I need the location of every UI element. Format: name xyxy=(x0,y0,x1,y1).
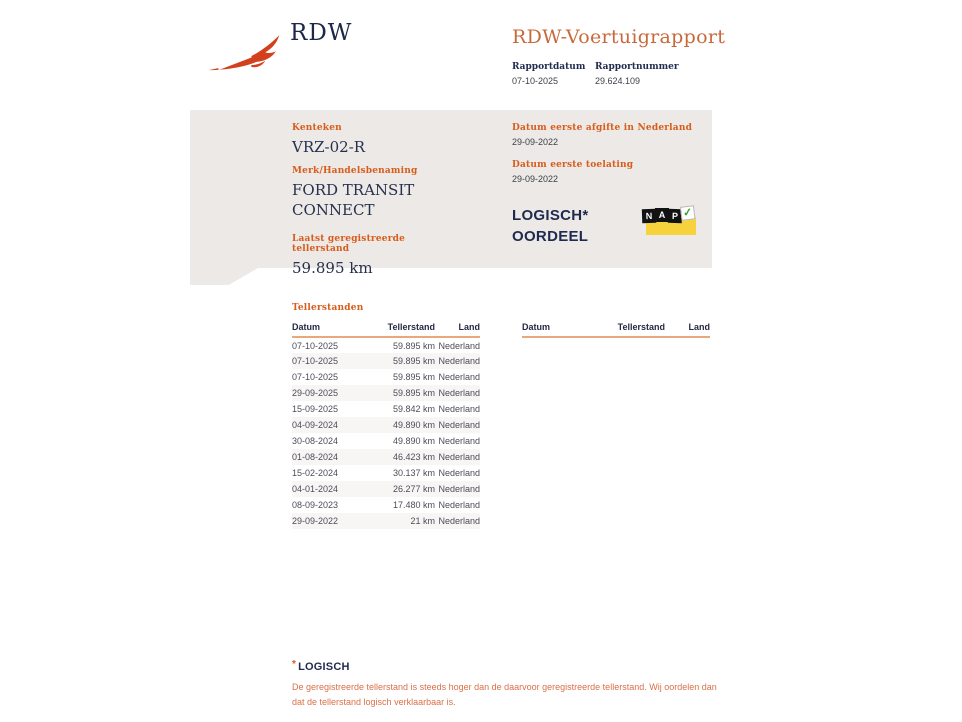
tellerstanden-tables xyxy=(292,320,710,529)
cell-tellerstand: 59.895 km xyxy=(370,385,435,401)
vehicle-summary-left xyxy=(292,123,457,287)
cell-datum: 07-10-2025 xyxy=(292,340,339,351)
cell-datum: 01-08-2024 xyxy=(292,449,370,465)
cell-datum: 29-09-2022 xyxy=(292,513,370,529)
cell-tellerstand: 26.277 km xyxy=(370,481,435,497)
laatste-tellerstand-value: 59.895 km xyxy=(292,259,373,277)
cell-datum: 15-02-2024 xyxy=(292,468,339,478)
cell-datum: 07-10-2025 xyxy=(292,353,370,369)
table-header-row xyxy=(292,320,480,337)
cell-datum: 07-10-2025 xyxy=(292,372,339,382)
cell-land: Nederland xyxy=(435,353,480,369)
footnote-heading-text: LOGISCH xyxy=(298,661,350,673)
table-row xyxy=(292,433,480,449)
merk-value: FORD TRANSIT CONNECT xyxy=(292,181,415,219)
eerste-afgifte-label: Datum eerste afgifte in Nederland xyxy=(512,123,693,133)
cell-land: Nederland xyxy=(438,468,480,478)
verdict-text xyxy=(512,205,589,247)
table-row xyxy=(292,497,480,513)
tellerstanden-section xyxy=(292,303,710,529)
cell-land: Nederland xyxy=(435,481,480,497)
cell-land: Nederland xyxy=(438,404,480,414)
column-header-datum: Datum xyxy=(522,320,600,337)
laatste-tellerstand-label: Laatst geregistreerde tellerstand xyxy=(292,234,406,254)
cell-datum: 15-09-2025 xyxy=(292,404,339,414)
table-row xyxy=(292,465,480,481)
table-row xyxy=(292,449,480,465)
column-header-land: Land xyxy=(435,320,480,337)
table-row xyxy=(292,353,480,369)
cell-land: Nederland xyxy=(435,417,480,433)
table-row xyxy=(292,385,480,401)
kenteken-label: Kenteken xyxy=(292,123,342,133)
eerste-toelating-value: 29-09-2022 xyxy=(512,174,559,184)
table-header-row xyxy=(522,320,710,337)
tellerstanden-table-right xyxy=(522,320,710,529)
rdw-logo-wing-icon xyxy=(207,31,283,75)
table-row xyxy=(292,337,480,353)
kenteken-value: VRZ-02-R xyxy=(292,138,366,156)
tellerstanden-heading: Tellerstanden xyxy=(292,303,364,313)
cell-tellerstand: 49.890 km xyxy=(370,417,435,433)
table-row xyxy=(292,369,480,385)
cell-tellerstand: 59.895 km xyxy=(392,340,435,351)
verdict-row xyxy=(512,205,697,247)
cell-tellerstand: 59.895 km xyxy=(370,353,435,369)
cell-datum: 08-09-2023 xyxy=(292,500,339,510)
report-header xyxy=(512,26,725,86)
table-row xyxy=(292,513,480,529)
nap-letter-a: A xyxy=(655,208,669,222)
table-row xyxy=(292,401,480,417)
cell-tellerstand: 30.137 km xyxy=(392,468,435,478)
table-row xyxy=(292,481,480,497)
footnote-asterisk: * xyxy=(292,659,297,670)
cell-tellerstand: 21 km xyxy=(370,513,435,529)
cell-tellerstand: 59.895 km xyxy=(392,372,435,382)
footnote-text: De geregistreerde tellerstand is steeds hoger dan de daarvoor geregistreerde tellerstand. Wij oordelen dan dat de tellerstand logisch verklaarbaar is. xyxy=(292,682,717,707)
report-date-field xyxy=(512,62,585,86)
report-meta xyxy=(512,62,725,86)
cell-datum: 29-09-2025 xyxy=(292,385,370,401)
eerste-afgifte-value: 29-09-2022 xyxy=(512,137,559,147)
page-title: RDW-Voertuigrapport xyxy=(512,26,726,48)
nap-logo-tiles xyxy=(642,208,695,222)
cell-tellerstand: 46.423 km xyxy=(370,449,435,465)
report-date-value: 07-10-2025 xyxy=(512,76,559,86)
report-date-label: Rapportdatum xyxy=(512,62,586,72)
brand-wordmark: RDW xyxy=(290,20,353,46)
column-header-land: Land xyxy=(665,320,710,337)
vehicle-summary-panel xyxy=(190,110,712,277)
logisch-footnote xyxy=(292,659,744,709)
nap-letter-n: N xyxy=(642,209,656,223)
eerste-toelating-label: Datum eerste toelating xyxy=(512,160,634,170)
cell-tellerstand: 59.842 km xyxy=(392,404,435,414)
cell-land: Nederland xyxy=(438,500,480,510)
merk-label: Merk/Handelsbenaming xyxy=(292,166,418,176)
cell-land: Nederland xyxy=(438,340,480,351)
cell-land: Nederland xyxy=(435,385,480,401)
tellerstanden-table-left xyxy=(292,320,480,529)
nap-logo xyxy=(642,208,697,238)
cell-tellerstand: 49.890 km xyxy=(392,436,435,446)
cell-datum: 30-08-2024 xyxy=(292,436,339,446)
vehicle-summary-right xyxy=(512,123,697,247)
report-number-value: 29.624.109 xyxy=(595,76,641,86)
cell-land: Nederland xyxy=(438,372,480,382)
table-row xyxy=(292,417,480,433)
verdict-line1: LOGISCH* xyxy=(512,207,589,224)
report-number-field xyxy=(595,62,679,86)
cell-land: Nederland xyxy=(438,436,480,446)
footnote-heading xyxy=(292,659,744,673)
verdict-line2: OORDEEL xyxy=(512,228,589,245)
cell-datum: 04-01-2024 xyxy=(292,481,370,497)
report-number-label: Rapportnummer xyxy=(595,62,679,72)
cell-land: Nederland xyxy=(435,513,480,529)
nap-letter-p: P xyxy=(668,209,682,223)
column-header-tellerstand: Tellerstand xyxy=(370,320,435,337)
nap-checkmark-icon: ✓ xyxy=(680,205,696,221)
column-header-tellerstand: Tellerstand xyxy=(600,320,665,337)
cell-land: Nederland xyxy=(435,449,480,465)
column-header-datum: Datum xyxy=(292,320,370,337)
cell-datum: 04-09-2024 xyxy=(292,417,370,433)
cell-tellerstand: 17.480 km xyxy=(392,500,435,510)
